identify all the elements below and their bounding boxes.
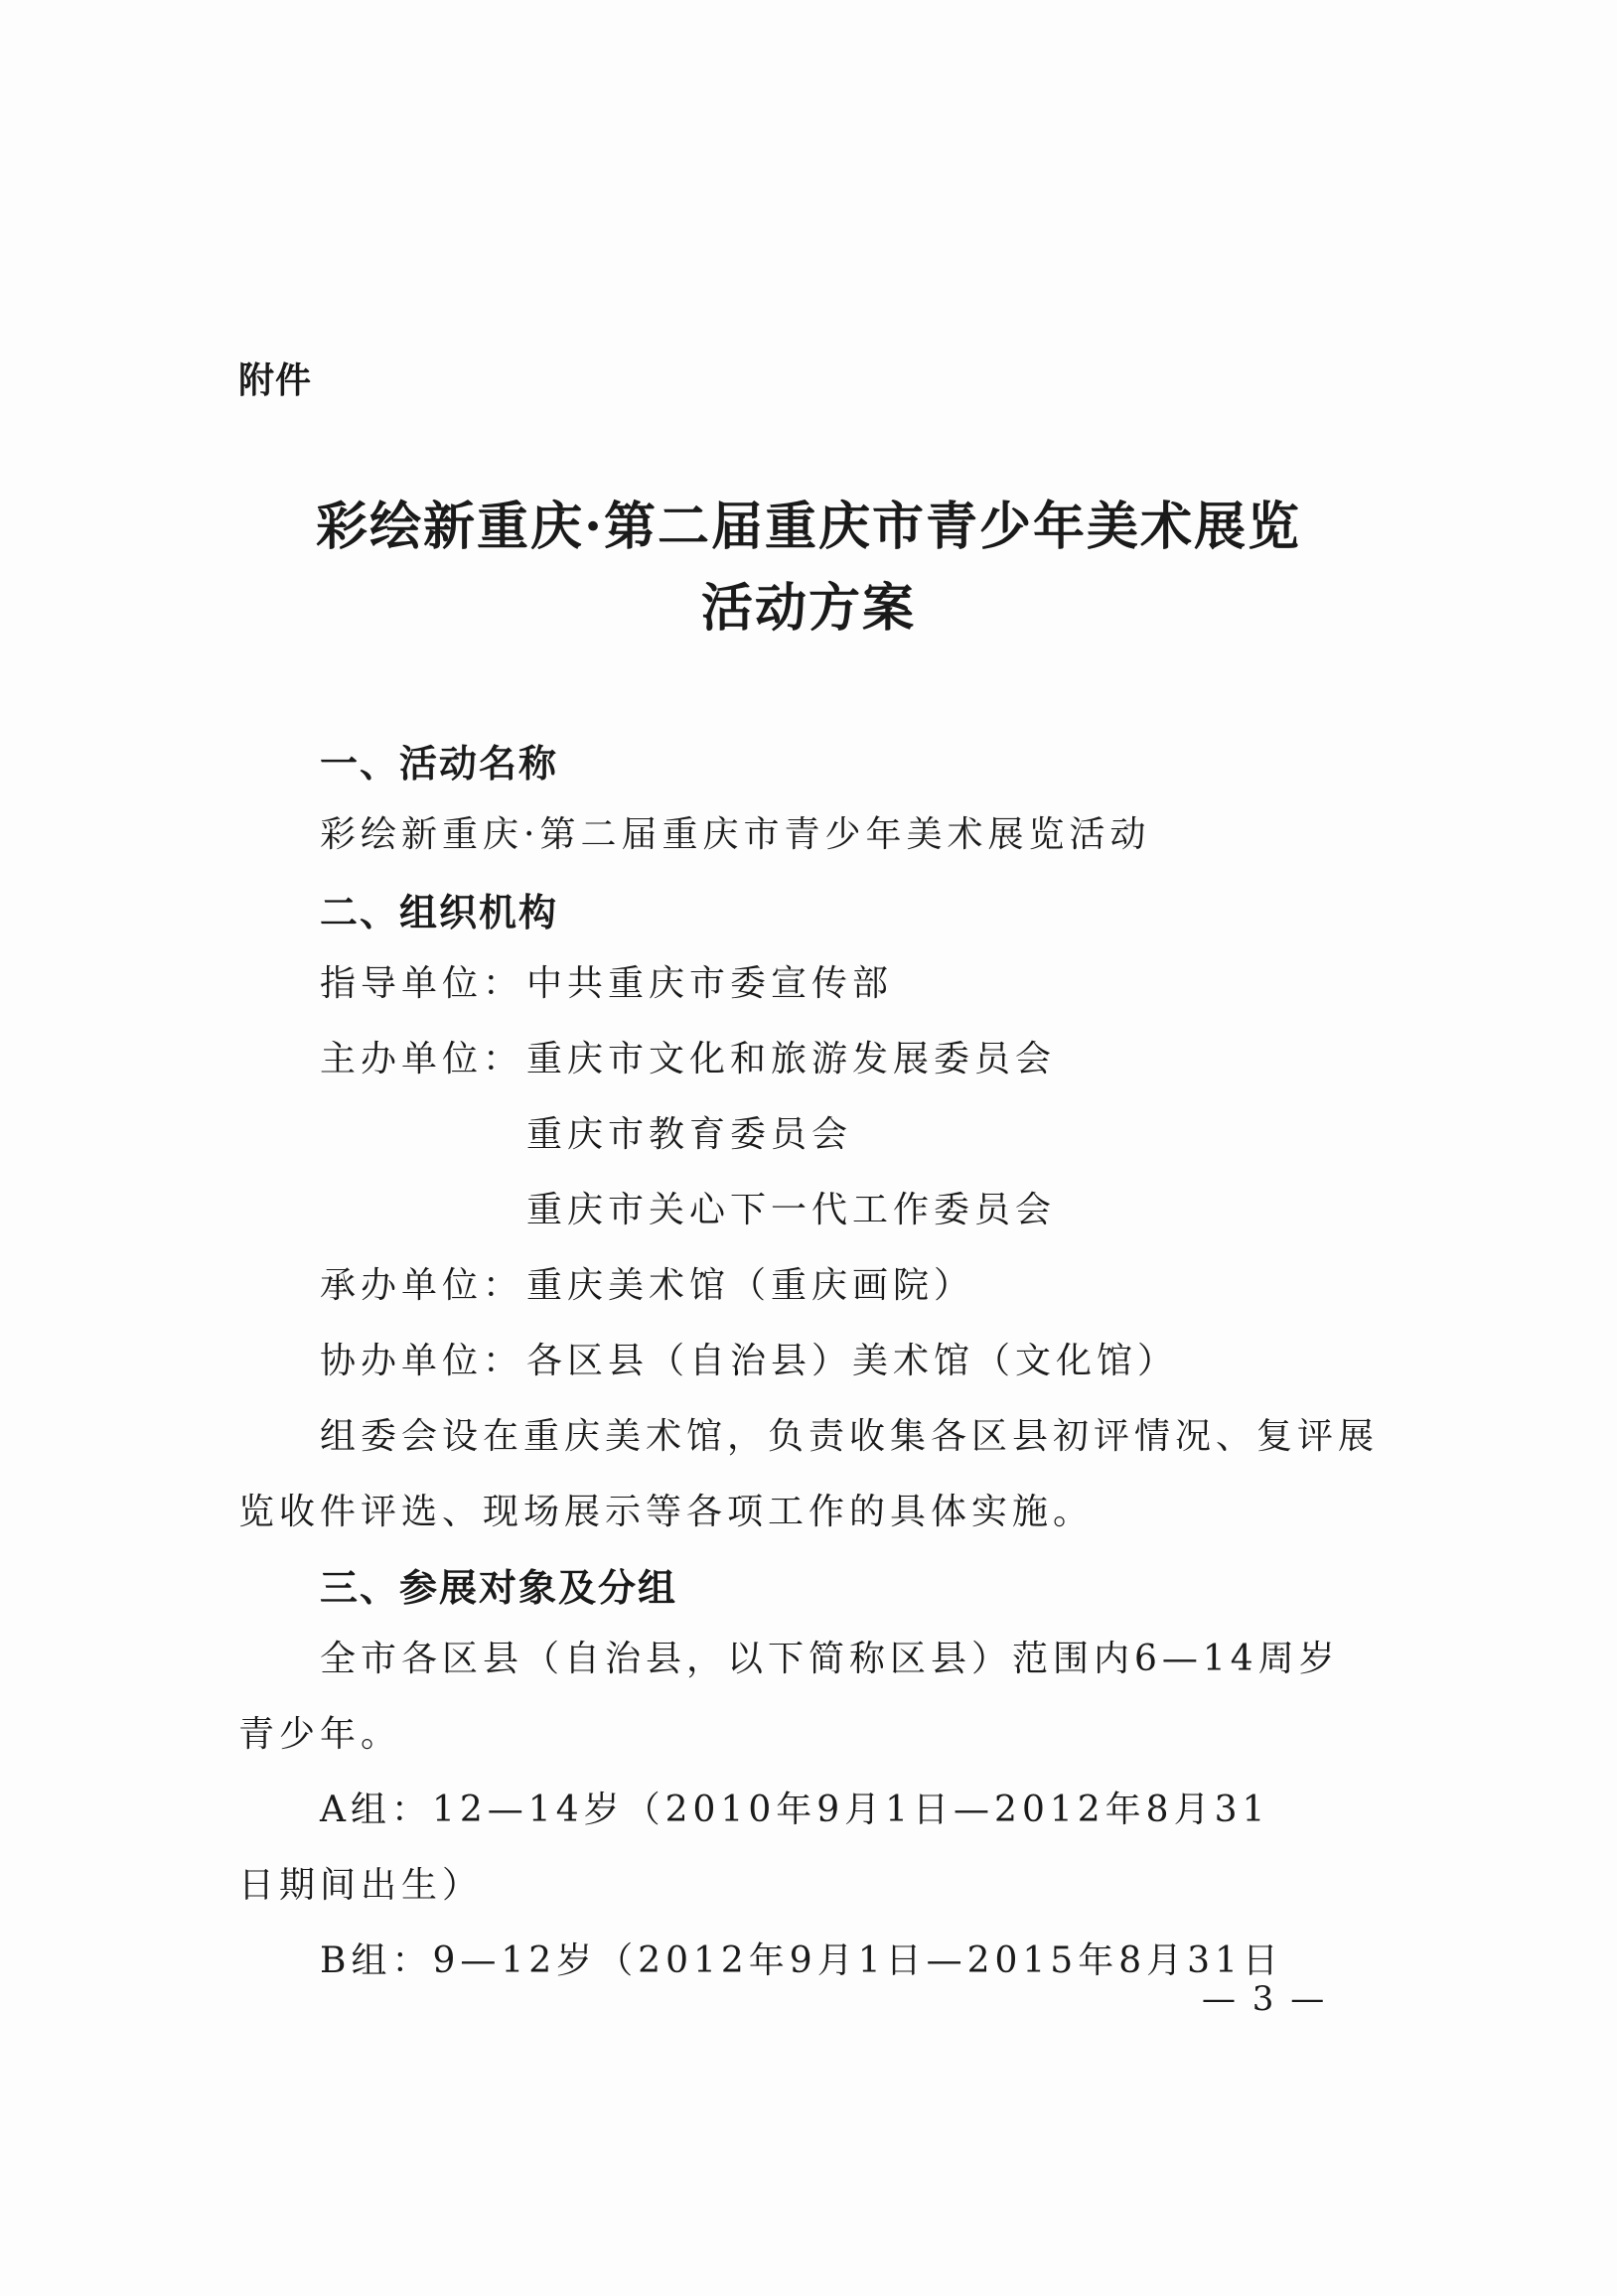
section-1-heading: 一、活动名称 <box>320 742 559 786</box>
co-organizer-unit-label: 协办单位： <box>320 1341 524 1381</box>
group-b-line-1: B组：9—12岁（2012年9月1日—2015年8月31日 <box>320 1940 1283 1981</box>
page-number: — 3 — <box>1202 1979 1328 2019</box>
host-unit-label: 主办单位： <box>320 1039 524 1079</box>
scope-paragraph-line-1: 全市各区县（自治县，以下简称区县）范围内6—14周岁 <box>320 1639 1340 1679</box>
section-2-heading: 二、组织机构 <box>320 891 559 934</box>
attachment-label: 附件 <box>238 360 313 401</box>
group-a-line-1: A组：12—14岁（2010年9月1日—2012年8月31 <box>320 1790 1270 1830</box>
host-unit-value-3: 重庆市关心下一代工作委员会 <box>526 1190 1057 1230</box>
committee-paragraph-line-2: 览收件评选、现场展示等各项工作的具体实施。 <box>238 1492 1095 1532</box>
co-organizer-unit-value: 各区县（自治县）美术馆（文化馆） <box>526 1341 1179 1381</box>
host-unit-value-1: 重庆市文化和旅游发展委员会 <box>526 1039 1057 1079</box>
committee-paragraph-line-1: 组委会设在重庆美术馆，负责收集各区县初评情况、复评展 <box>320 1416 1380 1457</box>
organizer-unit-label: 承办单位： <box>320 1265 524 1306</box>
guide-unit-label: 指导单位： <box>320 963 524 1004</box>
activity-name-text: 彩绘新重庆·第二届重庆市青少年美术展览活动 <box>320 814 1151 855</box>
organizer-unit-value: 重庆美术馆（重庆画院） <box>526 1265 975 1306</box>
document-title-line-1: 彩绘新重庆·第二届重庆市青少年美术展览 <box>315 497 1302 557</box>
group-a-line-2: 日期间出生） <box>238 1865 484 1906</box>
document-title-line-2: 活动方案 <box>700 578 916 639</box>
section-3-heading: 三、参展对象及分组 <box>320 1566 678 1610</box>
guide-unit-value: 中共重庆市委宣传部 <box>526 963 894 1004</box>
host-unit-value-2: 重庆市教育委员会 <box>526 1114 853 1155</box>
scope-paragraph-line-2: 青少年。 <box>238 1714 402 1755</box>
